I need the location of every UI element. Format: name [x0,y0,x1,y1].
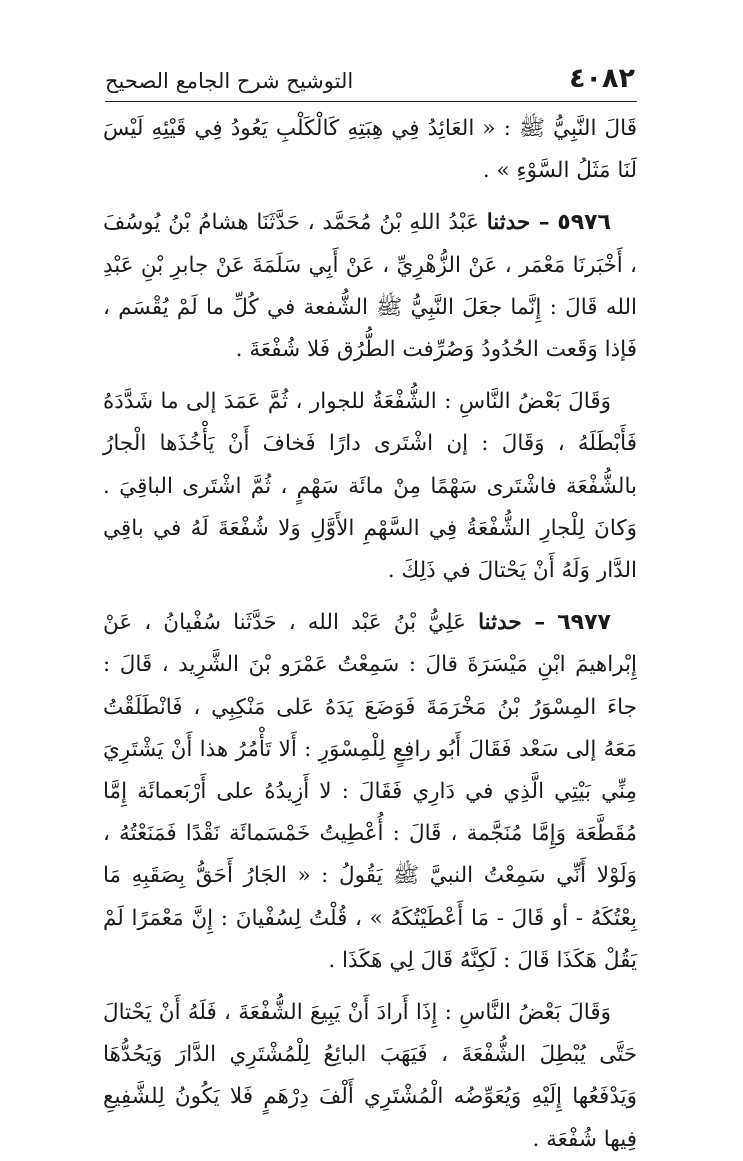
paragraph-hadith-6977: ٦٩٧٧ – حدثنا عَلِيُّ بْنُ عَبْد الله ، حَدَّثَنا سُفْيانُ ، عَنْ إِبْراهيمَ ابْنِ مَيْسَرَةَ قالَ : سَمِعْتُ عَمْرَو بْنَ الشَّرِيد ، قَالَ : جاءَ المِسْوَرُ بْنُ مَخْرَمَةَ فَوَضَعَ يَدَهُ عَلى مَنْكِبِي ، فَانْطَلَقْتُ مَعَهُ إلى سَعْد فَقَالَ أَبُو رافِعٍ لِلْمِسْوَرِ : أَلا تَأْمُرُ هذا أَنْ يَشْتَرِيَ مِنِّي بَيْتِي الَّذِي في دَارِي فَقَالَ : لا أَزِيدُهُ على أَرْبَعمائَة إِمَّا مُقَطَّعَة وَإِمَّا مُنَجَّمة ، قَالَ : أُعْطِيتُ خَمْسَمائَة نَقْدًا فَمَنَعْتُهُ ، وَلَوْلا أَنِّي سَمِعْتُ النبيَّ ﷺ يَقُولُ : « الجَارُ أَحَقُّ بِصَقَبِهِ مَا بِعْتُكَهُ - أو قَالَ - مَا أَعْطَيْتُكَهُ » ، قُلْتُ لِسُفْيانَ : إِنَّ مَعْمَرًا لَمْ يَقُلْ هَكَذَا قَالَ : لَكِنَّهُ قَالَ لِي هَكَذَا . [103,610,637,973]
hadith-lead-word: حدثنا [486,210,531,236]
page-number: ٤٠٨٢ [569,63,635,94]
hadith-lead-word: حدثنا [478,610,522,636]
page-body [103,108,637,1161]
header-divider [105,101,637,102]
running-title: التوشيح شرح الجامع الصحيح [105,69,354,93]
paragraph-text: وَقَالَ بَعْضُ النَّاسِ : الشُّفْعَةُ للجوار ، ثُمَّ عَمَدَ إلى ما شَدَّدَهُ فَأَبْطَلَهُ ، وَقَالَ : إن اشْتَرى دارًا فَخافَ أَنْ يَأْخُذَها الْجارُ بالشُّفْعَة فاشْتَرى سَهْمًا مِنْ مائَة سَهْمٍ ، ثُمَّ اشْتَرى الباقِيَ . وَكانَ لِلْجارِ الشُّفْعَةُ فِي السَّهْمِ الأَوَّلِ وَلا شُفْعَةَ لَهُ في باقِي الدَّار وَلَهُ أَنْ يَحْتالَ في ذَلِكَ . [103,389,637,584]
paragraph-commentary-bay [103,992,637,1161]
hadith-number: ٥٩٧٦ [557,210,611,236]
paragraph-text: عَبْدُ اللهِ بْنُ مُحَمَّد ، حَدَّثَنَا هشامُ بْنُ يُوسُفَ ، أَخْبَرنَا مَعْمَر ، عَنْ الزُّهْرِيِّ ، عَنْ أَبِي سَلَمَةَ عَنْ جابرِ بْنِ عَبْدِ الله قَالَ : إِنَّما جعَلَ النَّبِيُّ ﷺ الشُّفعة في كُلِّ ما لَمْ يُقْسَم ، فَإذا وَقَعت الحُدُودُ وَصُرِّفت الطُّرُق فَلا شُفْعَةَ . [103,210,637,363]
paragraph-text: وَقَالَ بَعْضُ النَّاسِ : إِذَا أَرادَ أَنْ يَبِيعَ الشُّفْعَةَ ، فَلَهُ أَنْ يَحْتالَ حَتَّى يُبْطِلَ الشُّفْعَةَ ، فَيَهَبَ البائِعُ لِلْمُشْتَرِي الدَّارَ وَيَحُدُّهَا وَيَدْفَعُها إِلَيْهِ وَيُعَوِّضُه الْمُشْتَرِي أَلْفَ دِرْهَمٍ فَلا يَكُونُ لِلشَّفِيعِ فِيها شُفْعَة . [103,1000,637,1152]
hadith-number: ٦٩٧٧ [557,610,611,636]
paragraph-hadith-5976: ٥٩٧٦ – حدثنا عَبْدُ اللهِ بْنُ مُحَمَّد ، حَدَّثَنَا هشامُ بْنُ يُوسُفَ ، أَخْبَرنَا مَعْمَر ، عَنْ الزُّهْرِيِّ ، عَنْ أَبِي سَلَمَةَ عَنْ جابرِ بْنِ عَبْدِ الله قَالَ : إِنَّما جعَلَ النَّبِيُّ ﷺ الشُّفعة في كُلِّ ما لَمْ يُقْسَم ، فَإذا وَقَعت الحُدُودُ وَصُرِّفت الطُّرُق فَلا شُفْعَةَ . [103,210,637,363]
paragraph-commentary-jiwar [103,381,637,592]
page-header [105,58,635,102]
paragraph-text: عَلِيُّ بْنُ عَبْد الله ، حَدَّثَنا سُفْيانُ ، عَنْ إِبْراهيمَ ابْنِ مَيْسَرَةَ قالَ : سَمِعْتُ عَمْرَو بْنَ الشَّرِيد ، قَالَ : جاءَ المِسْوَرُ بْنُ مَخْرَمَةَ فَوَضَعَ يَدَهُ عَلى مَنْكِبِي ، فَانْطَلَقْتُ مَعَهُ إلى سَعْد فَقَالَ أَبُو رافِعٍ لِلْمِسْوَرِ : أَلا تَأْمُرُ هذا أَنْ يَشْتَرِيَ مِنِّي بَيْتِي الَّذِي في دَارِي فَقَالَ : لا أَزِيدُهُ على أَرْبَعمائَة إِمَّا مُقَطَّعَة وَإِمَّا مُنَجَّمة ، قَالَ : أُعْطِيتُ خَمْسَمائَة نَقْدًا فَمَنَعْتُهُ ، وَلَوْلا أَنِّي سَمِعْتُ النبيَّ ﷺ يَقُولُ : « الجَارُ أَحَقُّ بِصَقَبِهِ مَا بِعْتُكَهُ - أو قَالَ - مَا أَعْطَيْتُكَهُ » ، قُلْتُ لِسُفْيانَ : إِنَّ مَعْمَرًا لَمْ يَقُلْ هَكَذَا قَالَ : لَكِنَّهُ قَالَ لِي هَكَذَا . [103,610,637,973]
paragraph-hadith-ending [103,108,637,192]
paragraph-text: قَالَ النَّبِيُّ ﷺ : « العَائِدُ فِي هِبَتِهِ كَالْكَلْبِ يَعُودُ فِي قَيْئِهِ لَيْسَ لَنَا مَثَلُ السَّوْءِ » . [103,116,637,184]
